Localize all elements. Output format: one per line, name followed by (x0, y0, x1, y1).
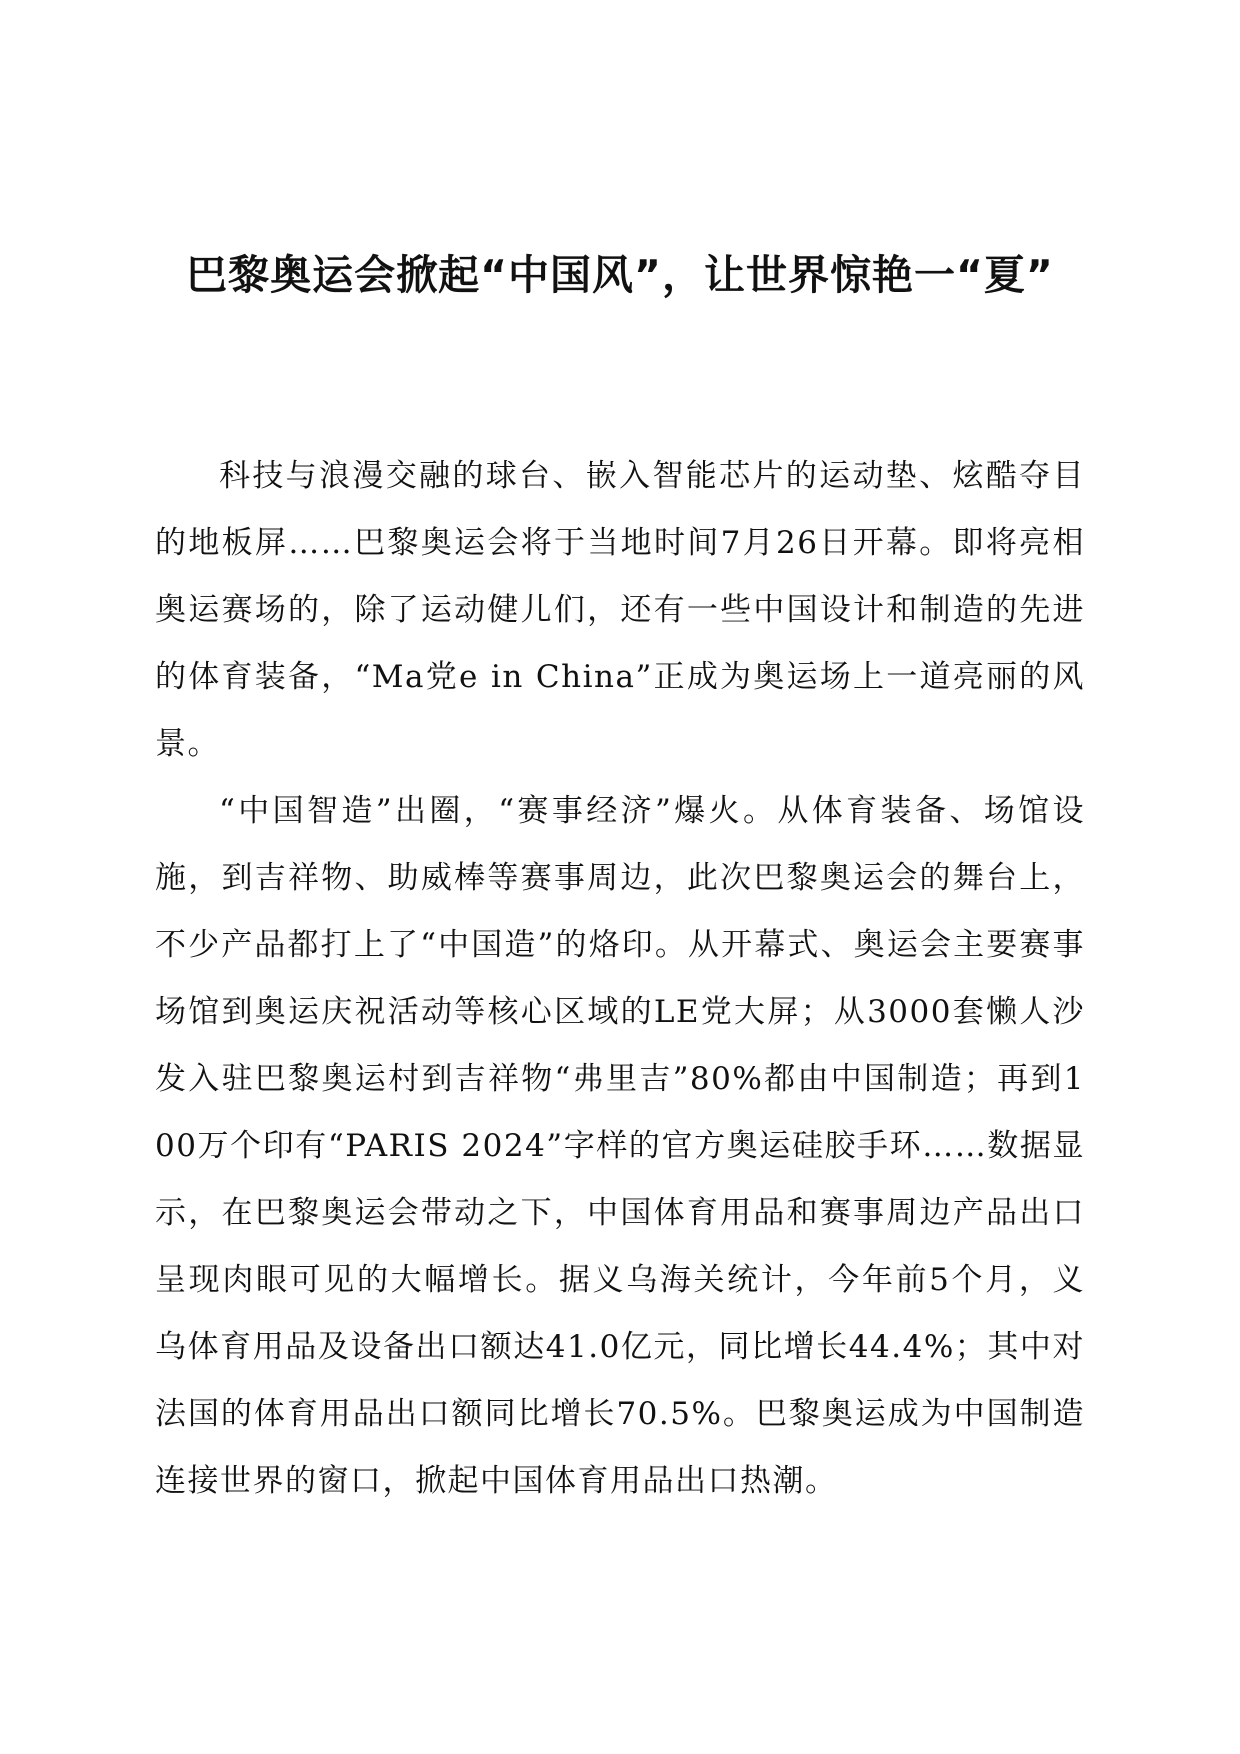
paragraph-2: “中国智造”出圈，“赛事经济”爆火。从体育装备、场馆设施，到吉祥物、助威棒等赛事周边，此次巴黎奥运会的舞台上，不少产品都打上了“中国造”的烙印。从开幕式、奥运会主要赛事场馆到奥运庆祝活动等核心区域的LE党大屏；从3000套懒人沙发入驻巴黎奥运村到吉祥物“弗里吉”80%都由中国制造；再到100万个印有“PARIS 2024”字样的官方奥运硅胶手环……数据显示，在巴黎奥运会带动之下，中国体育用品和赛事周边产品出口呈现肉眼可见的大幅增长。据义乌海关统计，今年前5个月，义乌体育用品及设备出口额达41.0亿元，同比增长44.4%；其中对法国的体育用品出口额同比增长70.5%。巴黎奥运成为中国制造连接世界的窗口，掀起中国体育用品出口热潮。 (155, 793, 1085, 1499)
document-body (155, 443, 1085, 1515)
document-title: 巴黎奥运会掀起“中国风”，让世界惊艳一“夏” (186, 251, 1054, 299)
paragraph-1: 科技与浪漫交融的球台、嵌入智能芯片的运动垫、炫酷夺目的地板屏……巴黎奥运会将于当地时间7月26日开幕。即将亮相奥运赛场的，除了运动健儿们，还有一些中国设计和制造的先进的体育装备，“Ma党e in China”正成为奥运场上一道亮丽的风景。 (155, 458, 1085, 762)
